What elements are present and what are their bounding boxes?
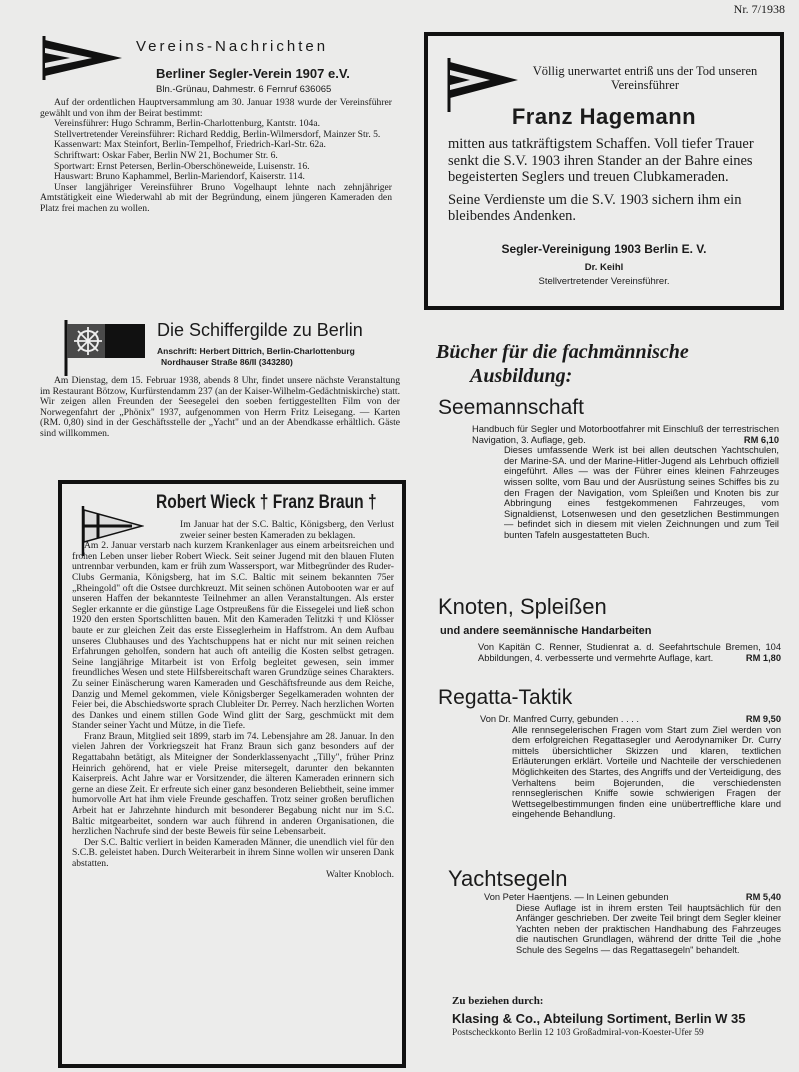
paragraph: Schriftwart: Oskar Faber, Berlin NW 21, Bochumer Str. 6. bbox=[54, 149, 278, 161]
paragraph: Stellvertretender Vereinsführer: Richard Reddig, Berlin-Wilmersdorf, Mainzer Str. 5. bbox=[54, 128, 381, 140]
publisher-address: Postscheckkonto Berlin 12 103 Großadmiral-von-Koester-Ufer 59 bbox=[452, 1028, 704, 1038]
order-info bbox=[452, 995, 787, 1038]
book-description: Diese Auflage ist in ihrem ersten Teil hauptsächlich für den Anfänger geschrieben. Der zweite Teil bringt dem Segler kleiner Yachten neben der praktischen Handhabung des Fahrzeuges die nautischen Grundlagen, während der dritte Teil die „hohe Schule des Segelns — das Regattasegeln" behandelt. bbox=[516, 902, 781, 955]
book-entry bbox=[472, 424, 779, 541]
signer-name: Dr. Keihl bbox=[584, 262, 624, 273]
death-notice: Völlig unerwartet entriß uns der Tod unseren Vereinsführer bbox=[532, 64, 758, 92]
club-name: Segler-Vereinigung 1903 Berlin E. V. bbox=[501, 242, 707, 256]
signature: Walter Knobloch. bbox=[326, 868, 394, 880]
section-title: Die Schiffergilde zu Berlin bbox=[157, 320, 363, 340]
book-price: RM 6,10 bbox=[743, 434, 779, 445]
books-heading-line: Bücher für die fachmännische bbox=[436, 341, 689, 363]
book-lead: Von Kapitän C. Renner, Studienrat a. d. Seefahrtschule Bremen, 104 Abbildungen, 4. verbesserte und vermehrte Auflage, kart. RM 1,80 bbox=[478, 642, 781, 663]
address-line: Nordhauser Straße 86/II (343280) bbox=[161, 357, 293, 367]
obituary-hagemann-box bbox=[424, 32, 784, 310]
schiffergilde-body bbox=[40, 376, 400, 440]
paragraph: Am 2. Januar verstarb nach kurzem Krankenlager aus einem arbeitsreichen und frohen Leben unser lieber Robert Wieck. Seit seiner Jugend mit den blauen Fluten untrennbar verbunden, kam er früh zum Wassersport, war Mitbegründer des Ruder-Clubs Germania, Königsberg, hat im S.C. Baltic mit seinem bekannten 75er „Rheingold" oft die Ostsee durchkreuzt. Mit seinen schönen Autobooten war er auf unseren Haffen der bekannteste Teilnehmer an allen Veranstaltungen. Als erster Segler erkannte er die günstige Lage Ostpreußens für die Eissegelei und ließ schon 1920 den ersten Sportschlitten bauen. Mit den Kameraden Telitzki † und Klösser baute er zur gleichen Zeit das erste Eisseglerheim in Haffstrom. An dem Aufbau unseres Clubhauses und des Yachtschuppens hat er nicht nur mit seinen reichen Erfahrungen geholfen, sondern hat auch oft anteilig die Kosten selbst getragen. Seine langjährige Mitarbeit ist von Erfolg begleitet gewesen, sein immer freundliches Wesen und stete Hilfsbereitschaft waren Grundzüge seines Charakters. Zu seiner Einäscherung waren Kameraden und Geschäftsfreunde aus dem Reiche, Danzig und Memel gekommen, viele Königsberger Segelkameraden wohnten der Feier bei, die Abschiedsworte sprach Clubleiter Dr. Perrey. Nach herzlichen Worten des Dankes und einem stillen Gode Wind glitt der Sarg, geschmückt mit dem Stander seiner Yacht und Mütze, in die Tiefe. bbox=[72, 540, 394, 732]
book-entry bbox=[484, 892, 781, 956]
pennant-flag-icon bbox=[40, 36, 126, 80]
paragraph: Vereinsführer: Hugo Schramm, Berlin-Charlottenburg, Kantstr. 104a. bbox=[54, 118, 320, 130]
book-title: Seemannschaft bbox=[438, 396, 584, 419]
books-heading-line: Ausbildung: bbox=[470, 365, 573, 387]
obituary-baltic-box bbox=[58, 480, 406, 1068]
paragraph: Der S.C. Baltic verliert in beiden Kameraden Männer, die unendlich viel für den S.C.B. geleistet haben. Durch Weiterarbeit in ihrem Sinne wollen wir unseren Dank abstatten. bbox=[72, 836, 394, 869]
book-lead: Handbuch für Segler und Motorbootfahrer mit Einschluß der terrestrischen Navigation, 3. Auflage, geb. RM 6,10 bbox=[472, 424, 779, 445]
order-intro: Zu beziehen durch: bbox=[452, 995, 544, 1007]
book-price: RM 5,40 bbox=[745, 892, 781, 902]
obituary-baltic-body bbox=[72, 520, 394, 880]
books-heading bbox=[436, 340, 781, 388]
book-description: Alle rennsegelerischen Fragen vom Start zum Ziel werden von dem erfolgreichen Regattasegler und Aerodynamiker Dr. Curry mittels übersichtlicher Skizzen und klaren, textlichen Erläuterungen erklärt. Vorteile und Nachteile der verschiedenen Möglichkeiten des Startes, des Angriffs und der Verteidigung, des Verhaltens beim Bojerunden, die verschiedensten rennseglerischen Kniffe sowie schwierigen Fragen der Wettsegelbestimmungen finden eine unübertreffliche klare und eingehende Behandlung. bbox=[512, 724, 781, 820]
club-name: Berliner Segler-Verein 1907 e.V. bbox=[156, 66, 350, 81]
book-subtitle: und andere seemännische Handarbeiten bbox=[440, 625, 652, 637]
paragraph: Am Dienstag, dem 15. Februar 1938, abends 8 Uhr, findet unsere nächste Veranstaltung im Restaurant Bötzow, Kurfürstendamm 237 (an der Kaiser-Wilhelm-Gedächtniskirche) statt. Wir zeigen allen Freunden der Seesegelei den soeben fertiggestellten Film von der Norwegenfahrt der „Phönix" 1937, aufgenommen von Herrn Fritz Leisegang. — Karten (RM. 0,80) sind in der Geschäftsstelle der „Yacht" und an der Abendkasse erhältlich. Gäste sind willkommen. bbox=[40, 375, 400, 439]
book-lead: Von Dr. Manfred Curry, gebunden . . . . RM 9,50 bbox=[480, 714, 781, 724]
publisher-name: Klasing & Co., Abteilung Sortiment, Berlin W 35 bbox=[452, 1011, 746, 1026]
paragraph: Kassenwart: Max Steinfort, Berlin-Tempelhof, Friedrich-Karl-Str. 62a. bbox=[54, 139, 326, 151]
book-entry bbox=[478, 642, 781, 663]
book-price: RM 1,80 bbox=[745, 652, 781, 663]
deceased-name: Franz Hagemann bbox=[511, 104, 697, 129]
section-title: Vereins-Nachrichten bbox=[136, 38, 329, 55]
signer-role: Stellvertretender Vereinsführer. bbox=[538, 276, 670, 287]
address-line: Anschrift: Herbert Dittrich, Berlin-Charlottenburg bbox=[157, 346, 355, 356]
paragraph: Im Januar hat der S.C. Baltic, Königsberg, den Verlust zweier seiner besten Kameraden zu beklagen. bbox=[180, 519, 394, 541]
book-title: Yachtsegeln bbox=[448, 866, 568, 891]
ships-wheel-flag-icon bbox=[62, 320, 152, 376]
book-price: RM 9,50 bbox=[745, 714, 781, 724]
book-entry bbox=[480, 714, 781, 820]
paragraph: Seine Verdienste um die S.V. 1903 sichern ihm ein bleibendes Andenken. bbox=[448, 191, 742, 224]
book-title: Knoten, Spleißen bbox=[438, 594, 607, 619]
paragraph: Auf der ordentlichen Hauptversammlung am 30. Januar 1938 wurde der Vereinsführer gewählt und von ihm der Beirat bestimmt: bbox=[40, 97, 392, 119]
club-address: Bln.-Grünau, Dahmestr. 6 Fernruf 636065 bbox=[156, 84, 332, 95]
paragraph: Franz Braun, Mitglied seit 1899, starb im 74. Lebensjahre am 28. Januar. In den vielen Jahren der Vorkriegszeit hat Franz Braun sich ganz besonders auf der Regattabahn betätigt, als Miteigner der Sonderklassenyacht „Tilly", früher Prinz Heinrich gehörend, hat er viele Preise mitersegelt, darunter den bekannten Kaiserpreis. Acht Jahre war er Vorsitzender, die älteren Kameraden erinnern sich gerne an diese Zeit. Er erfreute sich einer ganz besonderen Beliebtheit, seine immer humorvolle Art hat ihm viele Freunde geschaffen. Trotz seiner großen beruflichen Arbeit hat er Jahrzehnte hindurch mit besonderer Begabung nicht nur im S.C. Baltic mitgearbeitet, sondern war auch führend in anderen Organisationen, die herzlichen Nachrufe sind der beste Beweis für seine Lebensarbeit. bbox=[72, 730, 394, 838]
vereins-body bbox=[40, 98, 392, 215]
paragraph: Sportwart: Ernst Petersen, Berlin-Oberschöneweide, Luisenstr. 16. bbox=[54, 160, 310, 172]
paragraph: Unser langjähriger Vereinsführer Bruno Vogelhaupt lehnte nach zehnjähriger Amtstätigkeit eine Wiederwahl ab mit der Begründung, einem jüngeren Kameraden den Platz frei machen zu wollen. bbox=[40, 181, 392, 214]
vereins-nachrichten-section bbox=[40, 30, 406, 439]
page-number: Nr. 7/1938 bbox=[733, 2, 785, 16]
schiffergilde-address bbox=[157, 346, 355, 368]
book-description: Dieses umfassende Werk ist bei allen deutschen Yachtschulen, der Marine-SA. und der Marine-Hitler-Jugend als Lehrbuch offiziell eingeführt. Alles — was der Führer eines kleinen Fahrzeuges wissen sollte, vom Bau und der Ausrüstung seines Schiffes bis zu den Fragen der Navigation, vom Spleißen und Knoten bis zur Abbringung eines festgekommenen Fahrzeuges, vom Signaldienst, Lotsenwesen und den gesetzlichen Bestimmungen — befindet sich in diesem mit vielen Zeichnungen und zum Teil bunten Tafeln ausgestatteten Buch. bbox=[504, 445, 779, 540]
obituary-hagemann-body bbox=[448, 136, 768, 231]
book-lead: Von Peter Haentjens. — In Leinen gebunden RM 5,40 bbox=[484, 892, 781, 902]
paragraph: Hauswart: Bruno Kaphammel, Berlin-Mariendorf, Kaiserstr. 114. bbox=[54, 171, 305, 183]
paragraph: mitten aus tatkräftigstem Schaffen. Voll tiefer Trauer senkt die S.V. 1903 ihren Stander an der Bahre eines begeisterten Seglers und treuen Clubkameraden. bbox=[448, 136, 754, 185]
schiffergilde-header bbox=[40, 318, 406, 380]
obituary-title: Robert Wieck † Franz Braun † bbox=[156, 492, 377, 513]
book-title: Regatta-Taktik bbox=[438, 686, 573, 709]
